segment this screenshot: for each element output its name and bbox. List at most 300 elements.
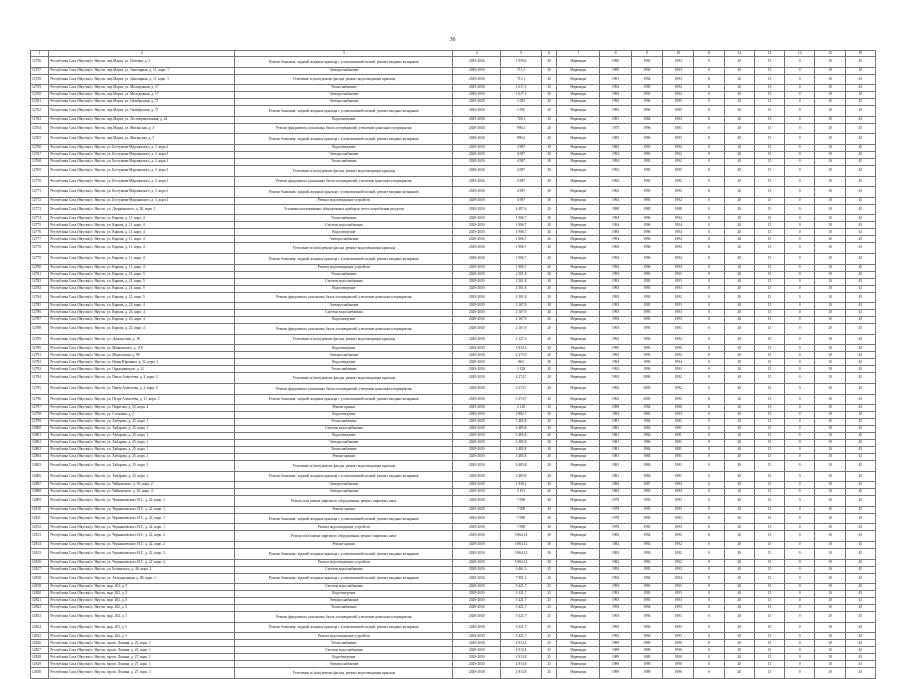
table-cell: 1992: [600, 394, 631, 405]
table-cell: 10: [815, 531, 845, 542]
table-cell: Республика Саха (Якутия) г. Якутск, ул. Кирова, д. 23, корп. 4: [49, 324, 235, 335]
table-cell: 0: [785, 559, 815, 566]
table-cell: 12825: [31, 633, 49, 640]
table-cell: 15: [754, 324, 784, 335]
table-cell: 1990: [600, 67, 631, 74]
table-cell: Ремонт балконов, лоджий, входных крыльца с установленной полкой, ремонт входных козырьков: [235, 573, 453, 584]
table-cell: 20: [724, 383, 754, 394]
table-cell: 20: [724, 187, 754, 198]
table-cell: 0: [785, 573, 815, 584]
table-cell: 10: [815, 165, 845, 176]
table-cell: 0: [694, 197, 724, 204]
table-cell: 45: [845, 215, 875, 222]
table-cell: Нерюнгри: [557, 426, 600, 433]
table-cell: 0: [785, 383, 815, 394]
table-cell: Республика Саха (Якутия) г. Якутск, ул. Кирова, д. 21, корп. 5: [49, 285, 235, 292]
table-cell: Нерюнгри: [557, 573, 600, 584]
table-cell: 0: [785, 144, 815, 151]
table-cell: 2029-2030: [453, 383, 501, 394]
table-cell: 1992: [663, 531, 694, 542]
table-cell: 2029-2030: [453, 496, 501, 507]
table-cell: 1993: [631, 165, 662, 176]
table-cell: Ремонт водоотводящих устройств: [235, 524, 453, 531]
table-cell: 1993: [663, 310, 694, 317]
table-cell: Республика Саха (Якутия) г. Якутск, пер.Марха, ул. Жиганская, д. 3: [49, 123, 235, 134]
table-cell: 20: [724, 584, 754, 591]
table-cell: 20: [542, 359, 557, 366]
table-cell: 10: [815, 461, 845, 472]
table-cell: 1994: [631, 67, 662, 74]
table-cell: 1993: [600, 310, 631, 317]
table-cell: 20: [724, 506, 754, 513]
table-cell: 1994: [663, 359, 694, 366]
table-cell: 20: [542, 352, 557, 359]
table-cell: 10: [815, 264, 845, 271]
table-cell: 3 485,8: [501, 447, 542, 454]
table-cell: Электроснабжение: [235, 598, 453, 605]
table-cell: 15: [754, 412, 784, 419]
table-cell: Республика Саха (Якутия) г. Якутск, ул. Хабарова, д. 25, корп. 1: [49, 433, 235, 440]
table-cell: 1991: [600, 74, 631, 85]
table-cell: Республика Саха (Якутия) г. Якутск, ул. Кирова, д. 11, корп. 4: [49, 229, 235, 236]
table-row: [31, 74, 876, 85]
table-cell: Электроснабжение: [235, 67, 453, 74]
table-cell: 2029-2030: [453, 549, 501, 560]
table-cell: 1994: [663, 264, 694, 271]
table-cell: 15: [754, 482, 784, 489]
table-cell: Теплоснабжение: [235, 447, 453, 454]
table-cell: 0: [694, 647, 724, 654]
table-cell: 20: [542, 67, 557, 74]
table-cell: 45: [845, 285, 875, 292]
table-cell: Республика Саха (Якутия) г. Якутск, мкр. 202, д. 5: [49, 612, 235, 623]
table-cell: 1987: [631, 482, 662, 489]
table-cell: Ремонт водоотводящих устройств: [235, 197, 453, 204]
table-cell: 2029-2030: [453, 559, 501, 566]
table-cell: 1996: [631, 215, 662, 222]
table-cell: 15: [754, 359, 784, 366]
table-row: [31, 176, 876, 187]
table-row: [31, 405, 876, 412]
table-cell: 15: [754, 334, 784, 345]
table-cell: 0: [694, 106, 724, 117]
table-row: [31, 151, 876, 158]
table-cell: 45: [845, 74, 875, 85]
column-number: 12: [724, 51, 754, 57]
table-cell: 25: [542, 591, 557, 598]
table-cell: Водоотведение: [235, 591, 453, 598]
table-cell: 0: [785, 317, 815, 324]
table-cell: 1984: [631, 433, 662, 440]
table-cell: 20: [724, 591, 754, 598]
table-cell: Теплоснабжение: [235, 271, 453, 278]
table-cell: 1993: [631, 566, 662, 573]
table-cell: 1994: [600, 215, 631, 222]
table-row: [31, 303, 876, 310]
table-cell: 1993: [663, 271, 694, 278]
table-cell: 15: [754, 204, 784, 215]
table-cell: 10: [815, 204, 845, 215]
table-cell: 1993: [631, 151, 662, 158]
table-cell: 0: [785, 598, 815, 605]
table-cell: 15: [754, 461, 784, 472]
table-cell: 0: [694, 373, 724, 384]
table-cell: 12789: [31, 334, 49, 345]
table-cell: 15: [754, 383, 784, 394]
table-cell: Республика Саха (Якутия) г. Якутск, ул. Кирова, д. 21, корп. 5: [49, 271, 235, 278]
table-cell: Республика Саха (Якутия) г. Якутск, ул. Кирова, д. 11, корп. 4: [49, 222, 235, 229]
table-cell: 0: [785, 506, 815, 513]
table-cell: 15: [754, 134, 784, 145]
table-cell: Республика Саха (Якутия) г. Якутск, ул. Чайковского, д. 30, корп. 2: [49, 482, 235, 489]
table-cell: 12813: [31, 531, 49, 542]
table-cell: 1993: [600, 317, 631, 324]
table-cell: 25: [542, 584, 557, 591]
table-cell: Ремонт балконов, лоджий, входных крыльца с установленной полкой, ремонт входных козырьков: [235, 134, 453, 145]
table-cell: 2029-2030: [453, 412, 501, 419]
table-cell: 30: [542, 165, 557, 176]
table-cell: 15: [754, 661, 784, 668]
table-cell: 1 906,7: [501, 215, 542, 222]
table-cell: Республика Саха (Якутия) г. Якутск, ул. Чернышевского Н.Г., д. 22, корп. 1: [49, 513, 235, 524]
table-row: [31, 229, 876, 236]
table-cell: 0: [785, 647, 815, 654]
table-cell: 20: [724, 215, 754, 222]
table-cell: 10: [815, 412, 845, 419]
table-cell: 12793: [31, 366, 49, 373]
table-cell: Республика Саха (Якутия) г. Якутск, ул. Пирогова, д. 25, корп. 2: [49, 405, 235, 412]
table-cell: 0: [694, 513, 724, 524]
table-cell: 30: [542, 158, 557, 165]
table-cell: Нерюнгри: [557, 197, 600, 204]
table-cell: 2029-2030: [453, 324, 501, 335]
table-cell: 1992: [663, 176, 694, 187]
table-cell: 0: [785, 633, 815, 640]
table-cell: 45: [845, 506, 875, 513]
table-cell: Ремонт фундамента, цокольных балок и перекрытий, утепление цокольного перекрытия: [235, 176, 453, 187]
table-cell: 2029-2030: [453, 99, 501, 106]
table-row: [31, 67, 876, 74]
table-cell: 1989: [600, 640, 631, 647]
table-row: [31, 506, 876, 513]
table-cell: Нерюнгри: [557, 591, 600, 598]
table-cell: 0: [785, 549, 815, 560]
table-cell: 45: [845, 419, 875, 426]
table-cell: 2029-2030: [453, 461, 501, 472]
table-cell: Республика Саха (Якутия) г. Якутск, пер.Марха, ул. Жиганская, д. 3: [49, 134, 235, 145]
table-cell: 10: [815, 187, 845, 198]
table-cell: 1993: [631, 292, 662, 303]
table-cell: 10: [815, 383, 845, 394]
table-cell: 20: [724, 278, 754, 285]
table-cell: Нерюнгри: [557, 222, 600, 229]
table-cell: Водоотведение: [235, 654, 453, 661]
table-cell: Республика Саха (Якутия) г. Якутск, ул. Бестужева-Марлинского, д. 3, корп.1: [49, 151, 235, 158]
table-cell: 2029-2030: [453, 668, 501, 679]
table-cell: 12827: [31, 647, 49, 654]
table-cell: 20: [542, 99, 557, 106]
table-cell: 1981: [600, 419, 631, 426]
table-cell: 2029-2030: [453, 144, 501, 151]
table-cell: 20: [724, 419, 754, 426]
table-cell: 0: [694, 559, 724, 566]
table-cell: Нерюнгри: [557, 598, 600, 605]
table-cell: Ремонт или замена лифтового оборудования, ремонт лифтовых шахт: [235, 496, 453, 507]
table-cell: 0: [785, 57, 815, 68]
table-cell: 1984: [631, 447, 662, 454]
table-cell: 1990: [663, 668, 694, 679]
table-cell: Ремонт водоотводящих устройств: [235, 264, 453, 271]
table-cell: Республика Саха (Якутия) г. Якутск, ул. Кирова, д. 11, корп. 4: [49, 243, 235, 254]
table-cell: 0: [694, 116, 724, 123]
table-cell: Нерюнгри: [557, 559, 600, 566]
table-cell: 10: [815, 324, 845, 335]
table-cell: 20: [724, 324, 754, 335]
table-cell: 0: [694, 584, 724, 591]
table-cell: 1993: [600, 633, 631, 640]
table-cell: 15: [754, 573, 784, 584]
table-cell: 45: [845, 359, 875, 366]
table-cell: 15: [754, 373, 784, 384]
table-cell: 1978: [600, 524, 631, 531]
table-cell: 1994: [631, 633, 662, 640]
table-row: [31, 292, 876, 303]
table-cell: 1992: [600, 334, 631, 345]
table-cell: 20: [542, 123, 557, 134]
table-cell: 20: [724, 454, 754, 461]
table-cell: 0: [785, 394, 815, 405]
table-cell: 1992: [631, 559, 662, 566]
table-cell: 2029-2030: [453, 243, 501, 254]
table-cell: 0: [694, 426, 724, 433]
table-cell: 2029-2030: [453, 345, 501, 352]
table-cell: 20: [724, 243, 754, 254]
table-cell: 20: [542, 394, 557, 405]
table-row: [31, 513, 876, 524]
table-cell: 12760: [31, 92, 49, 99]
table-cell: 45: [845, 405, 875, 412]
table-cell: Нерюнгри: [557, 134, 600, 145]
table-cell: 20: [542, 383, 557, 394]
table-cell: 25: [542, 640, 557, 647]
table-cell: 20: [724, 598, 754, 605]
table-cell: 2029-2030: [453, 405, 501, 412]
table-cell: 5 274,7: [501, 383, 542, 394]
table-cell: 0: [694, 285, 724, 292]
table-cell: 10: [815, 394, 845, 405]
table-cell: 1992: [663, 542, 694, 549]
table-cell: 1982: [600, 531, 631, 542]
table-cell: 0: [785, 253, 815, 264]
table-cell: 5 421,7: [501, 605, 542, 612]
table-cell: 2029-2030: [453, 482, 501, 489]
table-cell: 1978: [600, 496, 631, 507]
table-cell: 12830: [31, 668, 49, 679]
table-cell: Электроснабжение: [235, 151, 453, 158]
table-cell: 0: [694, 661, 724, 668]
table-cell: 12770: [31, 176, 49, 187]
table-cell: 7 098: [501, 496, 542, 507]
table-cell: 4 497,6: [501, 204, 542, 215]
table-cell: 0: [785, 471, 815, 482]
table-cell: 1989: [631, 654, 662, 661]
table-cell: 2 913,8: [501, 654, 542, 661]
table-cell: 15: [754, 640, 784, 647]
table-row: [31, 654, 876, 661]
table-cell: Утепление и (или) ремонт фасада, ремонт водоотводящих крыльца: [235, 373, 453, 384]
table-cell: 10: [815, 317, 845, 324]
column-number: 8: [600, 51, 631, 57]
table-cell: 2029-2030: [453, 352, 501, 359]
table-cell: 1992: [663, 373, 694, 384]
table-cell: 2029-2030: [453, 542, 501, 549]
table-cell: 20: [724, 482, 754, 489]
table-cell: 1993: [663, 366, 694, 373]
table-cell: 20: [542, 573, 557, 584]
table-cell: 1989: [600, 654, 631, 661]
table-cell: Электроснабжение: [235, 482, 453, 489]
table-cell: 10: [815, 57, 845, 68]
table-cell: 10: [815, 366, 845, 373]
table-cell: 1996: [631, 123, 662, 134]
table-cell: Нерюнгри: [557, 285, 600, 292]
table-cell: 713,1: [501, 74, 542, 85]
table-cell: 1994: [631, 612, 662, 623]
table-cell: 2029-2030: [453, 366, 501, 373]
table-cell: 2029-2030: [453, 489, 501, 496]
table-cell: 20: [724, 471, 754, 482]
table-cell: 990,2: [501, 123, 542, 134]
table-cell: 15: [754, 549, 784, 560]
table-cell: 10: [815, 426, 845, 433]
table-cell: 45: [845, 278, 875, 285]
table-cell: 10: [815, 549, 845, 560]
table-row: [31, 591, 876, 598]
table-cell: 1993: [631, 345, 662, 352]
table-cell: 1992: [600, 383, 631, 394]
table-row: [31, 573, 876, 584]
table-cell: 15: [754, 151, 784, 158]
table-cell: 1982: [600, 549, 631, 560]
table-cell: 10: [815, 158, 845, 165]
table-cell: 1 906,7: [501, 236, 542, 243]
table-cell: 30: [542, 513, 557, 524]
table-cell: 1989: [631, 640, 662, 647]
table-cell: 1993: [663, 324, 694, 335]
table-cell: 1985: [631, 489, 662, 496]
table-cell: 15: [754, 106, 784, 117]
table-cell: 713,1: [501, 67, 542, 74]
table-cell: 12781: [31, 271, 49, 278]
table-cell: 2029-2030: [453, 151, 501, 158]
table-cell: Электроснабжение: [235, 236, 453, 243]
table-cell: 15: [754, 222, 784, 229]
table-cell: 0: [694, 85, 724, 92]
table-cell: 12794: [31, 373, 49, 384]
table-cell: 1993: [600, 566, 631, 573]
table-cell: Республика Саха (Якутия) г. Якутск, пер.Марха, ул. Молодежная, д. 17: [49, 85, 235, 92]
table-cell: Ремонт крыши: [235, 405, 453, 412]
table-cell: 5 864,12: [501, 531, 542, 542]
table-cell: 2029-2030: [453, 471, 501, 482]
table-cell: 2029-2030: [453, 506, 501, 513]
table-cell: Республика Саха (Якутия) г. Якутск, ул. Кирова, д. 21, корп. 5: [49, 278, 235, 285]
table-cell: Ремонт или замена лифтового оборудования, ремонт лифтовых шахт: [235, 531, 453, 542]
table-cell: Нерюнгри: [557, 668, 600, 679]
table-cell: 1981: [663, 426, 694, 433]
table-cell: 2029-2030: [453, 373, 501, 384]
table-cell: 45: [845, 253, 875, 264]
table-cell: 10: [815, 622, 845, 633]
table-cell: 1984: [663, 482, 694, 489]
table-cell: 0: [785, 447, 815, 454]
table-cell: Нерюнгри: [557, 144, 600, 151]
table-cell: 20: [542, 243, 557, 254]
table-cell: 1994: [600, 236, 631, 243]
table-cell: 45: [845, 542, 875, 549]
table-cell: 2029-2030: [453, 187, 501, 198]
table-cell: 0: [785, 496, 815, 507]
table-cell: Нерюнгри: [557, 359, 600, 366]
table-cell: 0: [785, 489, 815, 496]
table-cell: 3 485,8: [501, 461, 542, 472]
table-cell: 45: [845, 412, 875, 419]
table-cell: Нерюнгри: [557, 419, 600, 426]
column-number: 1: [31, 51, 49, 57]
table-cell: 1 906,7: [501, 264, 542, 271]
table-cell: 2 273,9: [501, 352, 542, 359]
table-cell: 0: [785, 67, 815, 74]
column-number: 13: [754, 51, 784, 57]
table-cell: 30: [542, 549, 557, 560]
column-number: 7: [557, 51, 600, 57]
table-cell: 1985: [631, 412, 662, 419]
column-number: 10: [663, 51, 694, 57]
table-cell: 20: [542, 447, 557, 454]
table-cell: 12783: [31, 285, 49, 292]
table-cell: 1996: [631, 366, 662, 373]
table-cell: 1993: [663, 566, 694, 573]
table-cell: 30: [542, 531, 557, 542]
table-cell: 0: [785, 92, 815, 99]
table-cell: 2 128: [501, 405, 542, 412]
table-row: [31, 584, 876, 591]
table-cell: 1981: [600, 433, 631, 440]
table-cell: 2029-2030: [453, 123, 501, 134]
table-cell: 1993: [631, 158, 662, 165]
table-cell: 20: [724, 303, 754, 310]
table-cell: 2029-2030: [453, 215, 501, 222]
table-cell: 45: [845, 176, 875, 187]
table-row: [31, 531, 876, 542]
table-cell: Утепление и (или) ремонт фасада, ремонт водоотводящих крыльца: [235, 334, 453, 345]
table-cell: 15: [754, 513, 784, 524]
table-cell: 1978: [600, 506, 631, 513]
table-cell: 20: [724, 151, 754, 158]
table-cell: Нерюнгри: [557, 524, 600, 531]
table-cell: 20: [542, 345, 557, 352]
table-cell: 2029-2030: [453, 426, 501, 433]
table-cell: 15: [754, 345, 784, 352]
table-row: [31, 433, 876, 440]
table-cell: 10: [815, 292, 845, 303]
table-cell: 20: [724, 513, 754, 524]
table-cell: 1996: [631, 243, 662, 254]
table-cell: 0: [785, 303, 815, 310]
table-cell: Ремонт балконов, лоджий, входных крыльца с установленной полкой, ремонт входных козырьков: [235, 513, 453, 524]
table-cell: Нерюнгри: [557, 633, 600, 640]
table-cell: 20: [724, 253, 754, 264]
